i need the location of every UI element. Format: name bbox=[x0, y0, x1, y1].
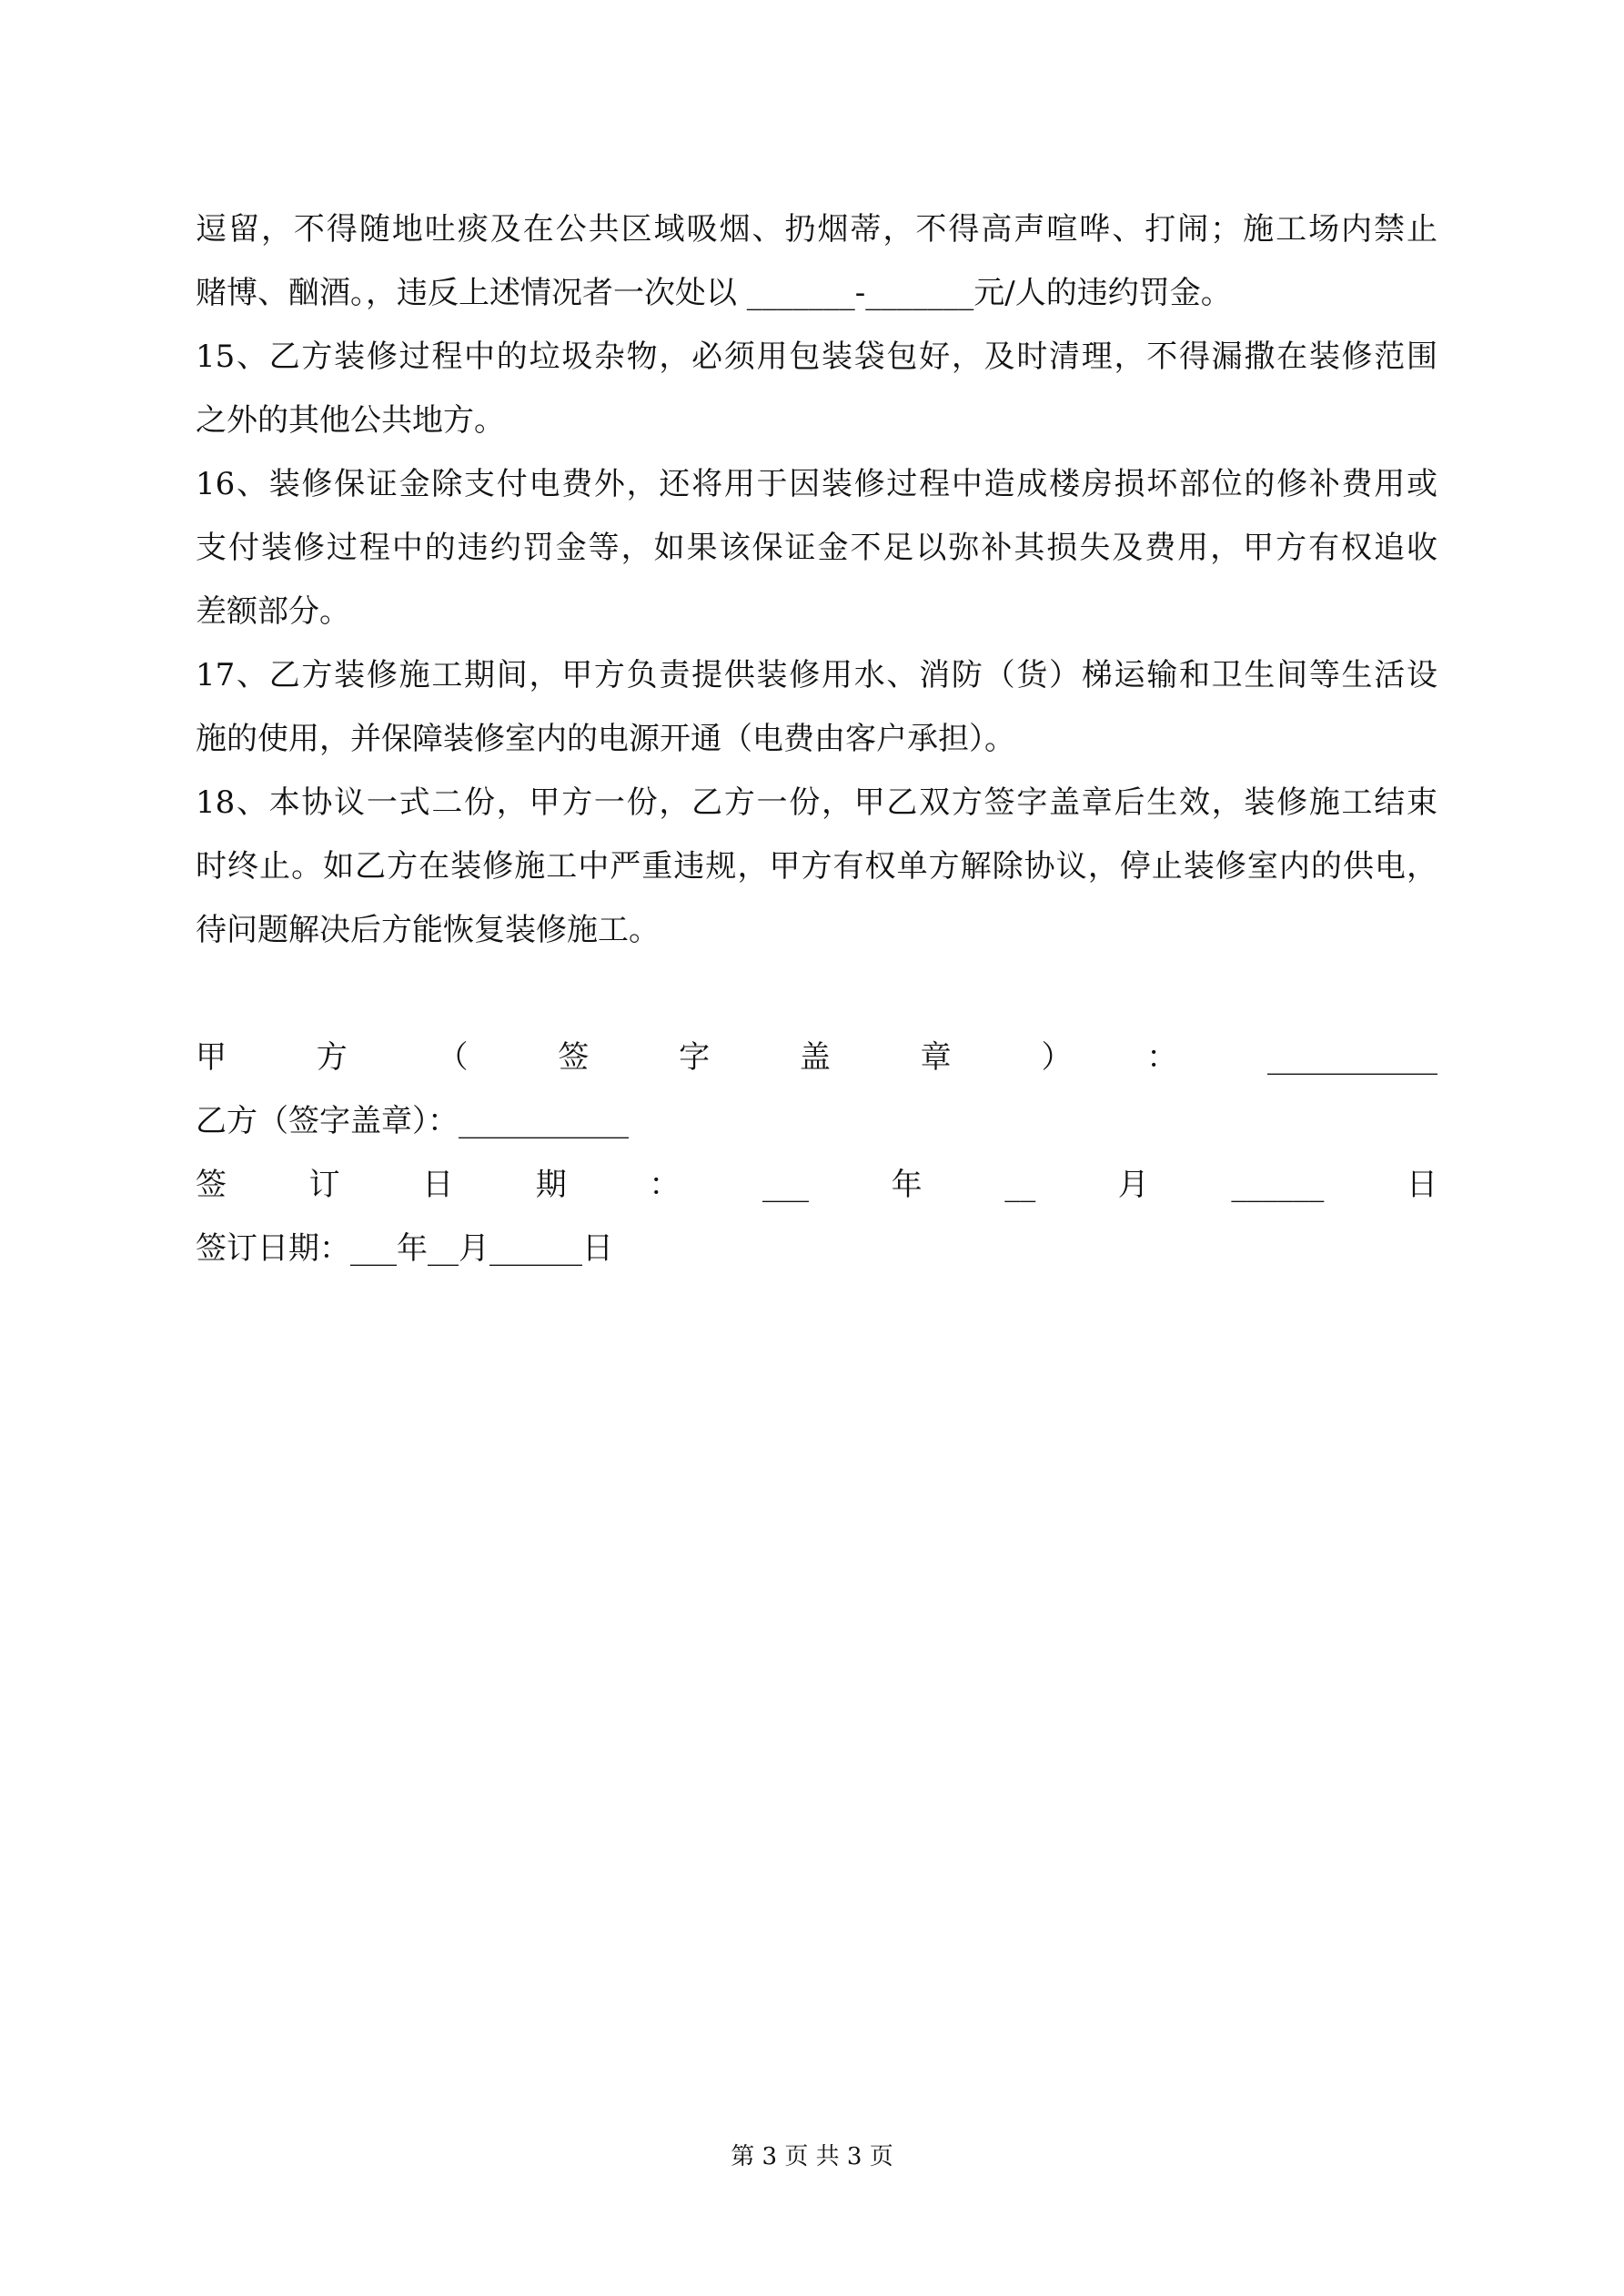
clause-18-line-1: 18、本协议一式二份，甲方一份，乙方一份，甲乙双方签字盖章后生效，装修施工结束 bbox=[196, 784, 1437, 821]
signing-date-line-1: 签订日期：___年__月______日 bbox=[196, 1167, 1437, 1203]
party-a-signature-line: 甲方（签字盖章）：___________ bbox=[196, 1039, 1437, 1076]
clause-14-continued-line-1: 逗留，不得随地吐痰及在公共区域吸烟、扔烟蒂，不得高声喧哗、打闹；施工场内禁止 bbox=[196, 211, 1437, 248]
clause-16-line-2: 支付装修过程中的违约罚金等，如果该保证金不足以弥补其损失及费用，甲方有权追收 bbox=[196, 530, 1437, 566]
clause-16-line-1: 16、装修保证金除支付电费外，还将用于因装修过程中造成楼房损坏部位的修补费用或 bbox=[196, 466, 1437, 502]
clause-15-line-2: 之外的其他公共地方。 bbox=[196, 402, 505, 439]
party-b-signature-line: 乙方（签字盖章）：___________ bbox=[196, 1103, 629, 1139]
page-number-footer: 第 3 页 共 3 页 bbox=[731, 2143, 893, 2170]
clause-18-line-3: 待问题解决后方能恢复装修施工。 bbox=[196, 912, 660, 948]
clause-14-continued-line-2: 赌博、酗酒。，违反上述情况者一次处以 _______-_______元/人的违约罚金。 bbox=[196, 275, 1232, 311]
clause-15-line-1: 15、乙方装修过程中的垃圾杂物，必须用包装袋包好，及时清理，不得漏撒在装修范围 bbox=[196, 339, 1437, 375]
clause-17-line-1: 17、乙方装修施工期间，甲方负责提供装修用水、消防（货）梯运输和卫生间等生活设 bbox=[196, 657, 1437, 693]
clause-16-line-3: 差额部分。 bbox=[196, 593, 350, 630]
signing-date-line-2: 签订日期：___年__月______日 bbox=[196, 1230, 613, 1267]
clause-18-line-2: 时终止。如乙方在装修施工中严重违规，甲方有权单方解除协议，停止装修室内的供电， bbox=[196, 848, 1437, 885]
clause-17-line-2: 施的使用，并保障装修室内的电源开通（电费由客户承担）。 bbox=[196, 721, 1015, 757]
